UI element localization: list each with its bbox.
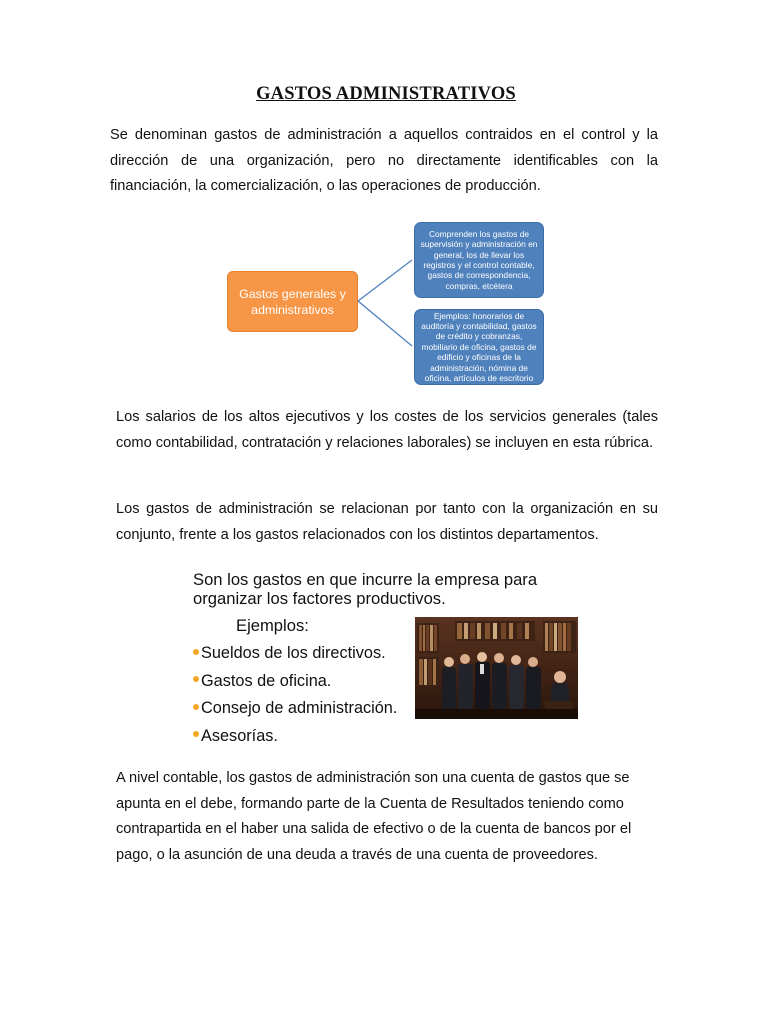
slide-examples-label: Ejemplos: [236,616,309,635]
diagram-branch-examples: Ejemplos: honorarios de auditoría y contabilidad, gastos de crédito y cobranzas, mobiliario de oficina, gastos de edificio y oficinas de la administración, nómina de oficina, artículos de escritorio [414,309,544,385]
list-item: Consejo de administración. [193,695,397,723]
paragraph-definition: Se denominan gastos de administración a aquellos contraidos en el control y la dirección de una organización, pero no directamente identificables con la financiación, la comercialización, o las operaciones de producción. [110,127,658,195]
list-item: Gastos de oficina. [193,668,397,696]
document-title: GASTOS ADMINISTRATIVOS [256,84,516,104]
slide-bullet-list [193,640,397,750]
bullet-dot-icon [193,676,199,682]
diagram-branch-definition: Comprenden los gastos de supervisión y administración en general, los de llevar los registros y el control contable, gastos de correspondencia, compras, etcétera [414,222,544,298]
bullet-dot-icon [193,649,199,655]
connector-bottom [358,301,412,346]
connector-top [358,260,412,301]
bullet-dot-icon [193,704,199,710]
paragraph-accounting: A nivel contable, los gastos de administración son una cuenta de gastos que se apunta en el debe, formando parte de la Cuenta de Resultados teniendo como contrapartida en el haber una salida de efectivo o de la cuenta de bancos por el pago, o la asunción de una deuda a través de una cuenta de proveedores. [116,770,632,864]
slide-line-2: organizar los factores productivos. [193,589,446,608]
diagram-root-node: Gastos generales y administrativos [227,271,358,332]
bullet-dot-icon [193,731,199,737]
slide-line-1: Son los gastos en que incurre la empresa para [193,570,538,589]
paragraph-organization: Los gastos de administración se relacionan por tanto con la organización en su conjunto, frente a los gastos relacionados con los distintos departamentos. [116,501,658,543]
list-item: Asesorías. [193,723,397,751]
list-item: Sueldos de los directivos. [193,640,397,668]
paragraph-salaries: Los salarios de los altos ejecutivos y los costes de los servicios generales (tales como contabilidad, contratación y relaciones laborales) se incluyen en esta rúbrica. [116,409,658,451]
executives-group-photo [415,617,578,719]
